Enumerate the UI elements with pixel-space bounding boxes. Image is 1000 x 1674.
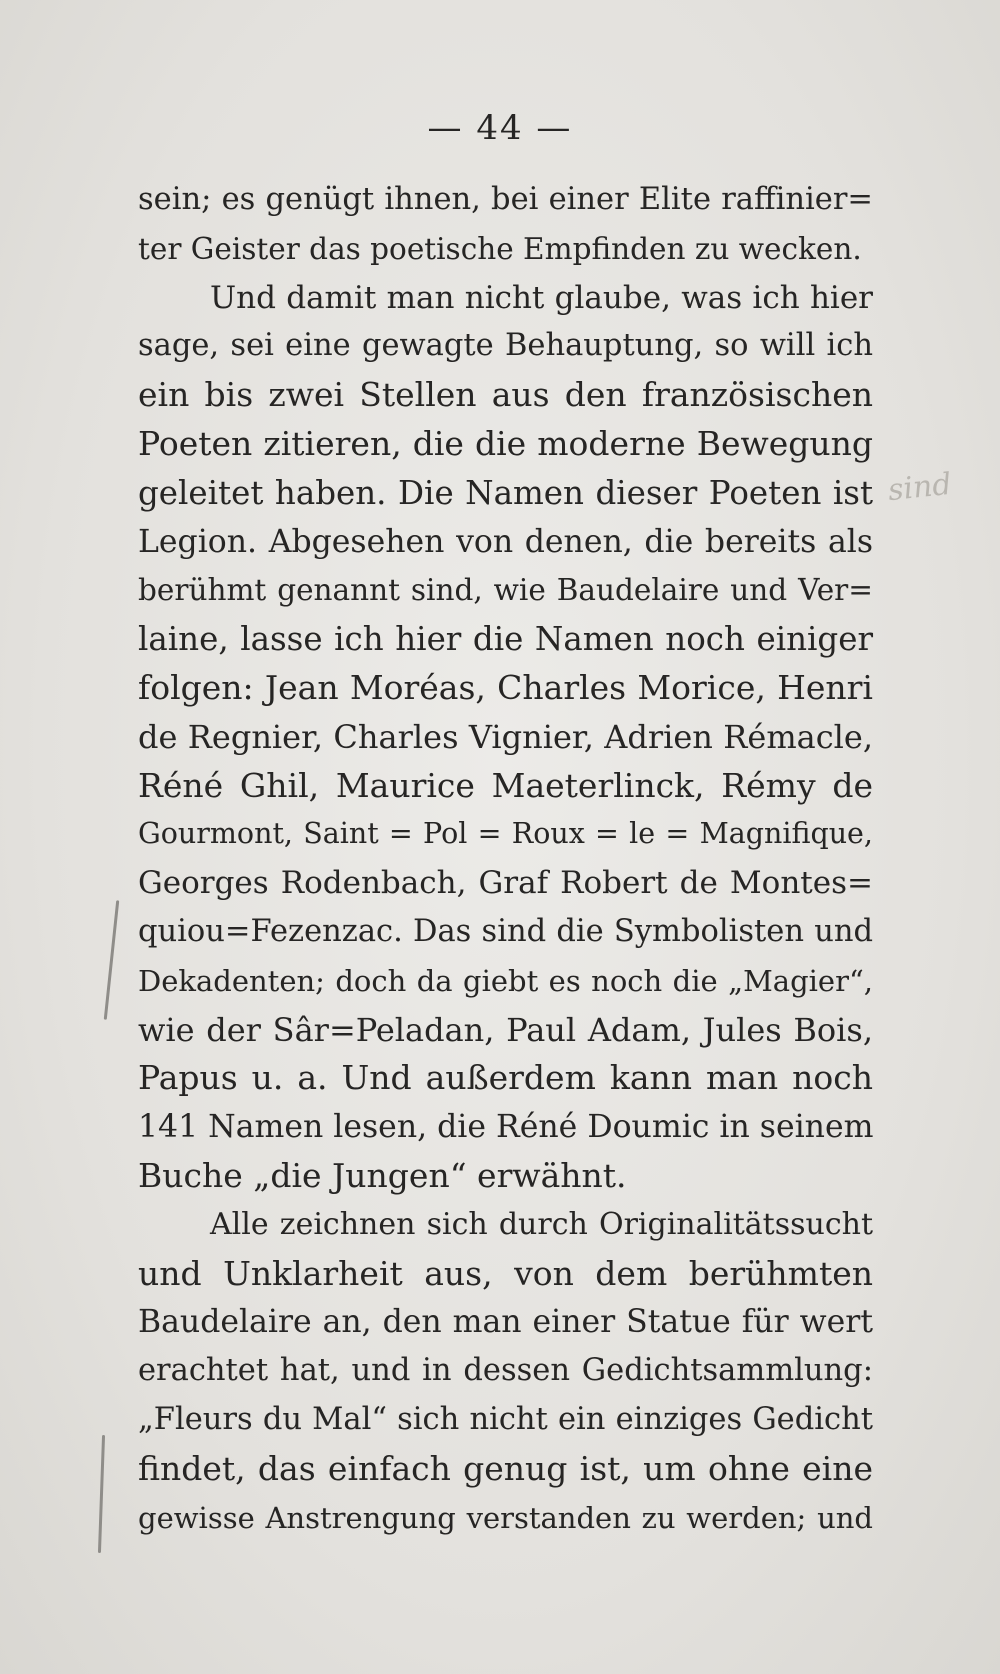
text-line: erachtet hat, und in dessen Gedichtsammlung: xyxy=(138,1353,873,1389)
pencil-mark xyxy=(98,1435,105,1553)
text-line: Gourmont, Saint = Pol = Roux = le = Magnifique, xyxy=(138,817,873,851)
text-line: folgen: Jean Moréas, Charles Morice, Henri xyxy=(138,667,873,707)
text-line: quiou=Fezenzac. Das sind die Symbolisten und xyxy=(138,913,873,949)
text-line: Und damit man nicht glaube, was ich hier xyxy=(210,279,873,316)
text-line: de Regnier, Charles Vignier, Adrien Rémacle, xyxy=(138,717,873,756)
text-line: findet, das einfach genug ist, um ohne eine xyxy=(138,1448,873,1488)
page-number: — 44 — xyxy=(427,108,573,148)
text-line: sein; es genügt ihnen, bei einer Elite raffinier= xyxy=(138,182,873,217)
text-line: Legion. Abgesehen von denen, die bereits als xyxy=(138,523,873,560)
text-line: ein bis zwei Stellen aus den französischen xyxy=(138,375,873,415)
body-text xyxy=(138,176,873,1542)
text-line: und Unklarheit aus, von dem berühmten xyxy=(138,1253,873,1293)
text-line: ter Geister das poetische Empfinden zu wecken. xyxy=(138,231,862,266)
pencil-mark xyxy=(104,900,120,1020)
text-line: Buche „die Jungen“ erwähnt. xyxy=(138,1155,627,1195)
text-line: gewisse Anstrengung verstanden zu werden; und xyxy=(138,1500,873,1535)
text-line: Poeten zitieren, die die moderne Bewegung xyxy=(138,423,873,463)
text-line: Dekadenten; doch da giebt es noch die „Magier“, xyxy=(138,963,873,998)
text-line: „Fleurs du Mal“ sich nicht ein einziges Gedicht xyxy=(138,1401,873,1437)
text-line: geleitet haben. Die Namen dieser Poeten ist xyxy=(138,473,873,512)
text-line: berühmt genannt sind, wie Baudelaire und Ver= xyxy=(138,573,873,608)
text-line: Papus u. a. Und außerdem kann man noch xyxy=(138,1058,873,1098)
text-line: laine, lasse ich hier die Namen noch einiger xyxy=(138,620,873,659)
text-line: wie der Sâr=Peladan, Paul Adam, Jules Bois, xyxy=(138,1010,873,1049)
text-line: Baudelaire an, den man einer Statue für wert xyxy=(138,1304,873,1341)
text-line: sage, sei eine gewagte Behauptung, so will ich xyxy=(138,328,873,364)
margin-annotation: sind xyxy=(886,466,954,509)
text-line: Réné Ghil, Maurice Maeterlinck, Rémy de xyxy=(138,765,873,805)
text-line: Georges Rodenbach, Graf Robert de Montes= xyxy=(138,865,873,902)
text-line: Alle zeichnen sich durch Originalitätssucht xyxy=(210,1206,873,1242)
text-line: 141 Namen lesen, die Réné Doumic in seinem xyxy=(138,1109,874,1146)
